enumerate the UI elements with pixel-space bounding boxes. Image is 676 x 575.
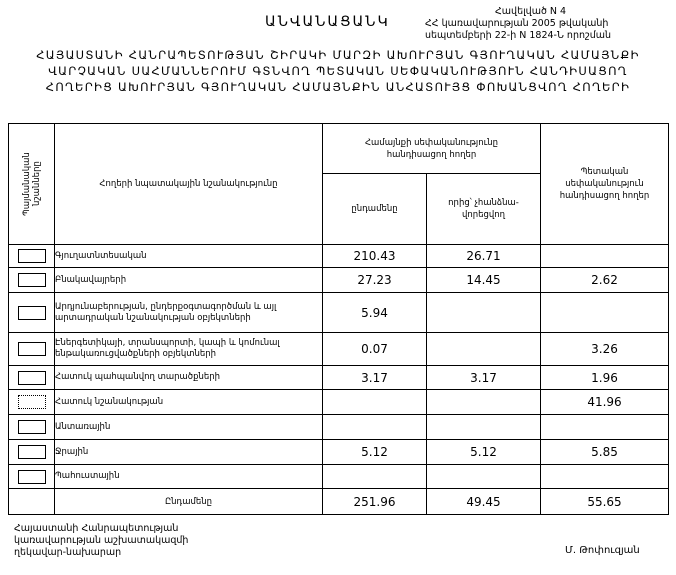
row-label: Արդյունաբերության, ընդերքօգտագործման և այլ արտադրական նշանակության օբյեկտների [55,293,323,333]
table-row [9,415,669,440]
land-table [8,123,669,515]
legend-symbol [18,470,46,484]
row-label: Գյուղատնտեսական [55,245,323,268]
table-row [9,333,669,366]
legend-symbol [18,273,46,287]
legend-symbol [18,306,46,320]
total-value: 210.43 [323,245,427,268]
table-row [9,245,669,268]
state-value: 41.96 [541,390,669,415]
state-value: 3.26 [541,333,669,366]
grand-of-which-value: 49.45 [427,489,541,515]
state-value [541,245,669,268]
row-label: Բնակավայրերի [55,268,323,293]
state-value: 1.96 [541,366,669,390]
row-label: Անտառային [55,415,323,440]
total-row [9,489,669,515]
annex-note [425,6,670,42]
of-which-header: որից՝ չհանձնա-վորեցվող [427,174,541,245]
grand-total-value: 251.96 [323,489,427,515]
legend-symbol [18,342,46,356]
total-value: 3.17 [323,366,427,390]
table-row [9,293,669,333]
total-value [323,415,427,440]
legend-symbol [18,395,46,409]
signatory-position: Հայաստանի Հանրապետության կառավարության աշխատակազմի ղեկավար-նախարար [14,523,189,558]
heading-line: ՀՈՂԵՐԻՑ ԱԽՈՒՐՅԱՆ ԳՅՈՒՂԱԿԱՆ ՀԱՄԱՅՆՔԻՆ ԱՆՀԱՏՈՒՅՑ ՓՈԽԱՆՑՎՈՂ ՀՈՂԵՐԻ [45,80,631,94]
of-which-value [427,293,541,333]
row-label: Պահուստային [55,465,323,489]
of-which-value [427,415,541,440]
legend-symbol [18,371,46,385]
document-title: ԱՆՎԱՆԱՑԱՆԿ [265,14,390,30]
annex-line: սեպտեմբերի 22-ի N 1824-Ն որոշման [425,30,612,41]
of-which-value [427,333,541,366]
of-which-value [427,465,541,489]
document-heading [10,47,666,95]
state-value [541,293,669,333]
annex-line: Հավելված N 4 [495,6,567,17]
total-header: ընդամենը [323,174,427,245]
total-row-label: Ընդամենը [55,489,323,515]
community-group-header: Համայնքի սեփականությունը հանդիսացող հողեր [323,124,541,174]
of-which-value: 3.17 [427,366,541,390]
of-which-value [427,390,541,415]
purpose-header: Հողերի նպատակային նշանակությունը [55,124,323,245]
grand-state-value: 55.65 [541,489,669,515]
row-label: Էներգետիկայի, տրանսպորտի, կապի և կոմունալ ենթակառուցվածքների օբյեկտների [55,333,323,366]
state-value [541,465,669,489]
of-which-value: 14.45 [427,268,541,293]
state-owned-header: Պետական սեփականություն հանդիսացող հողեր [541,124,669,245]
heading-line: ՀԱՅԱՍՏԱՆԻ ՀԱՆՐԱՊԵՏՈՒԹՅԱՆ ՇԻՐԱԿԻ ՄԱՐԶԻ ԱԽՈՒՐՅԱՆ ԳՅՈՒՂԱԿԱՆ ՀԱՄԱՅՆՔԻ [36,48,640,62]
total-value: 5.94 [323,293,427,333]
annex-line: ՀՀ կառավարության 2005 թվականի [425,18,609,29]
total-value: 5.12 [323,440,427,465]
state-value: 5.85 [541,440,669,465]
table-row [9,366,669,390]
total-value [323,465,427,489]
signatory-name: Մ. Թոփուզյան [565,545,640,556]
legend-symbol [18,420,46,434]
legend-symbol [18,249,46,263]
heading-line: ՎԱՐՉԱԿԱՆ ՍԱՀՄԱՆՆԵՐՈՒՄ ԳՏՆՎՈՂ ՊԵՏԱԿԱՆ ՍԵՓԱԿԱՆՈՒԹՅՈՒՆ ՀԱՆԴԻՍԱՑՈՂ [48,64,628,78]
row-label: Հատուկ նշանակության [55,390,323,415]
row-label: Հատուկ պահպանվող տարածքների [55,366,323,390]
of-which-value: 5.12 [427,440,541,465]
table-row [9,440,669,465]
total-value: 27.23 [323,268,427,293]
legend-symbol [18,445,46,459]
conventional-signs-header: Պայմանական նշանները [9,124,55,245]
state-value [541,415,669,440]
total-value [323,390,427,415]
table-row [9,465,669,489]
state-value: 2.62 [541,268,669,293]
table-row [9,268,669,293]
of-which-value: 26.71 [427,245,541,268]
total-value: 0.07 [323,333,427,366]
table-row [9,390,669,415]
row-label: Ջրային [55,440,323,465]
